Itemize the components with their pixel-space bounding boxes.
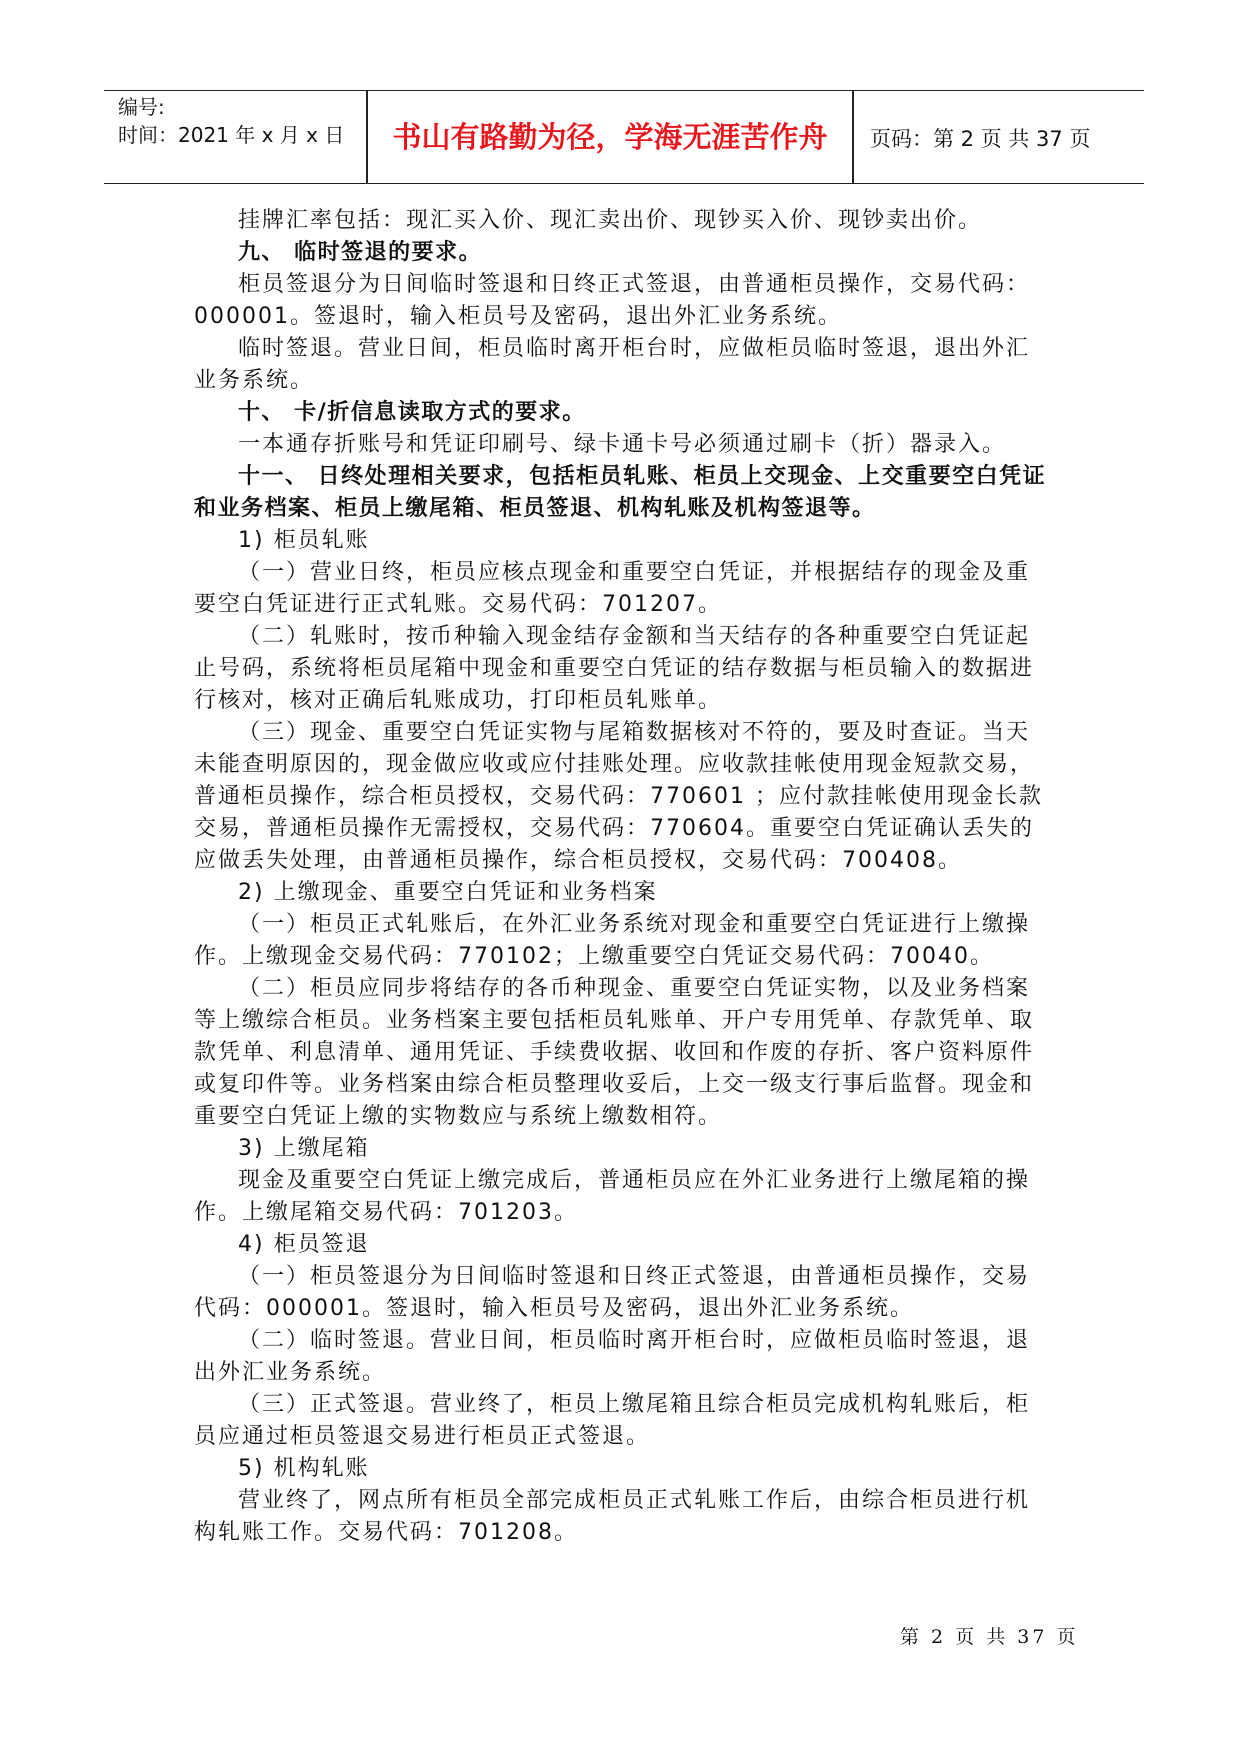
section-heading: 十一、 日终处理相关要求，包括柜员轧账、柜员上交现金、上交重要空白凭证和业务档案、柜员上缴尾箱、柜员签退、机构轧账及机构签退等。	[194, 464, 1047, 521]
body-paragraph: （一）柜员正式轧账后，在外汇业务系统对现金和重要空白凭证进行上缴操作。上缴现金交易代码：770102；上缴重要空白凭证交易代码：70040。	[194, 912, 1031, 969]
list-item-heading: 2) 上缴现金、重要空白凭证和业务档案	[238, 880, 658, 905]
page-header	[104, 90, 1144, 184]
body-paragraph: 营业终了，网点所有柜员全部完成柜员正式轧账工作后，由综合柜员进行机构轧账工作。交易代码：701208。	[194, 1488, 1031, 1545]
header-page-number: 页码：第 2 页 共 37 页	[870, 127, 1091, 151]
body-paragraph: 一本通存折账号和凭证印刷号、绿卡通卡号必须通过刷卡（折）器录入。	[238, 432, 1007, 457]
body-paragraph: （二）轧账时，按币种输入现金结存金额和当天结存的各种重要空白凭证起止号码，系统将柜员尾箱中现金和重要空白凭证的结存数据与柜员输入的数据进行核对，核对正确后轧账成功，打印柜员轧账单。	[194, 624, 1035, 713]
body-paragraph: （一）营业日终，柜员应核点现金和重要空白凭证，并根据结存的现金及重要空白凭证进行正式轧账。交易代码：701207。	[194, 560, 1031, 617]
body-paragraph: （二）柜员应同步将结存的各币种现金、重要空白凭证实物，以及业务档案等上缴综合柜员。业务档案主要包括柜员轧账单、开户专用凭单、存款凭单、取款凭单、利息清单、通用凭证、手续费收据、收回和作废的存折、客户资料原件或复印件等。业务档案由综合柜员整理收妥后，上交一级支行事后监督。现金和重要空白凭证上缴的实物数应与系统上缴数相符。	[194, 976, 1035, 1129]
list-item-heading: 5) 机构轧账	[238, 1456, 370, 1481]
list-item-heading: 1) 柜员轧账	[238, 528, 370, 553]
footer-page-number: 第 2 页 共 37 页	[900, 1626, 1079, 1648]
header-divider	[852, 91, 854, 183]
body-paragraph: 现金及重要空白凭证上缴完成后，普通柜员应在外汇业务进行上缴尾箱的操作。上缴尾箱交易代码：701203。	[194, 1168, 1031, 1225]
section-heading: 九、 临时签退的要求。	[238, 240, 483, 265]
body-paragraph: （一）柜员签退分为日间临时签退和日终正式签退，由普通柜员操作，交易代码：000001。签退时，输入柜员号及密码，退出外汇业务系统。	[194, 1264, 1031, 1321]
body-paragraph: 挂牌汇率包括：现汇买入价、现汇卖出价、现钞买入价、现钞卖出价。	[238, 208, 983, 233]
list-item-heading: 4) 柜员签退	[238, 1232, 370, 1257]
document-number-label: 编号:	[118, 95, 165, 119]
list-item-heading: 3) 上缴尾箱	[238, 1136, 370, 1161]
section-heading: 十、 卡/折信息读取方式的要求。	[238, 400, 586, 425]
body-paragraph: 临时签退。营业日间，柜员临时离开柜台时，应做柜员临时签退，退出外汇业务系统。	[194, 336, 1031, 393]
body-paragraph: （二）临时签退。营业日间，柜员临时离开柜台时，应做柜员临时签退，退出外汇业务系统。	[194, 1328, 1031, 1385]
header-motto: 书山有路勤为径，学海无涯苦作舟	[392, 120, 828, 154]
body-paragraph: 柜员签退分为日间临时签退和日终正式签退，由普通柜员操作，交易代码：000001。签退时，输入柜员号及密码，退出外汇业务系统。	[194, 272, 1031, 329]
document-time-label: 时间：2021 年 x 月 x 日	[118, 123, 345, 147]
body-paragraph: （三）正式签退。营业终了，柜员上缴尾箱且综合柜员完成机构轧账后，柜员应通过柜员签退交易进行柜员正式签退。	[194, 1392, 1031, 1449]
body-paragraph: （三）现金、重要空白凭证实物与尾箱数据核对不符的，要及时查证。当天未能查明原因的，现金做应收或应付挂账处理。应收款挂帐使用现金短款交易，普通柜员操作，综合柜员授权，交易代码：770601 ；应付款挂帐使用现金长款交易，普通柜员操作无需授权，交易代码：770604。重要空白凭证确认丢失的应做丢失处理，由普通柜员操作，综合柜员授权，交易代码：700408。	[194, 720, 1043, 873]
header-meta	[118, 93, 344, 149]
document-body	[194, 205, 1050, 1549]
